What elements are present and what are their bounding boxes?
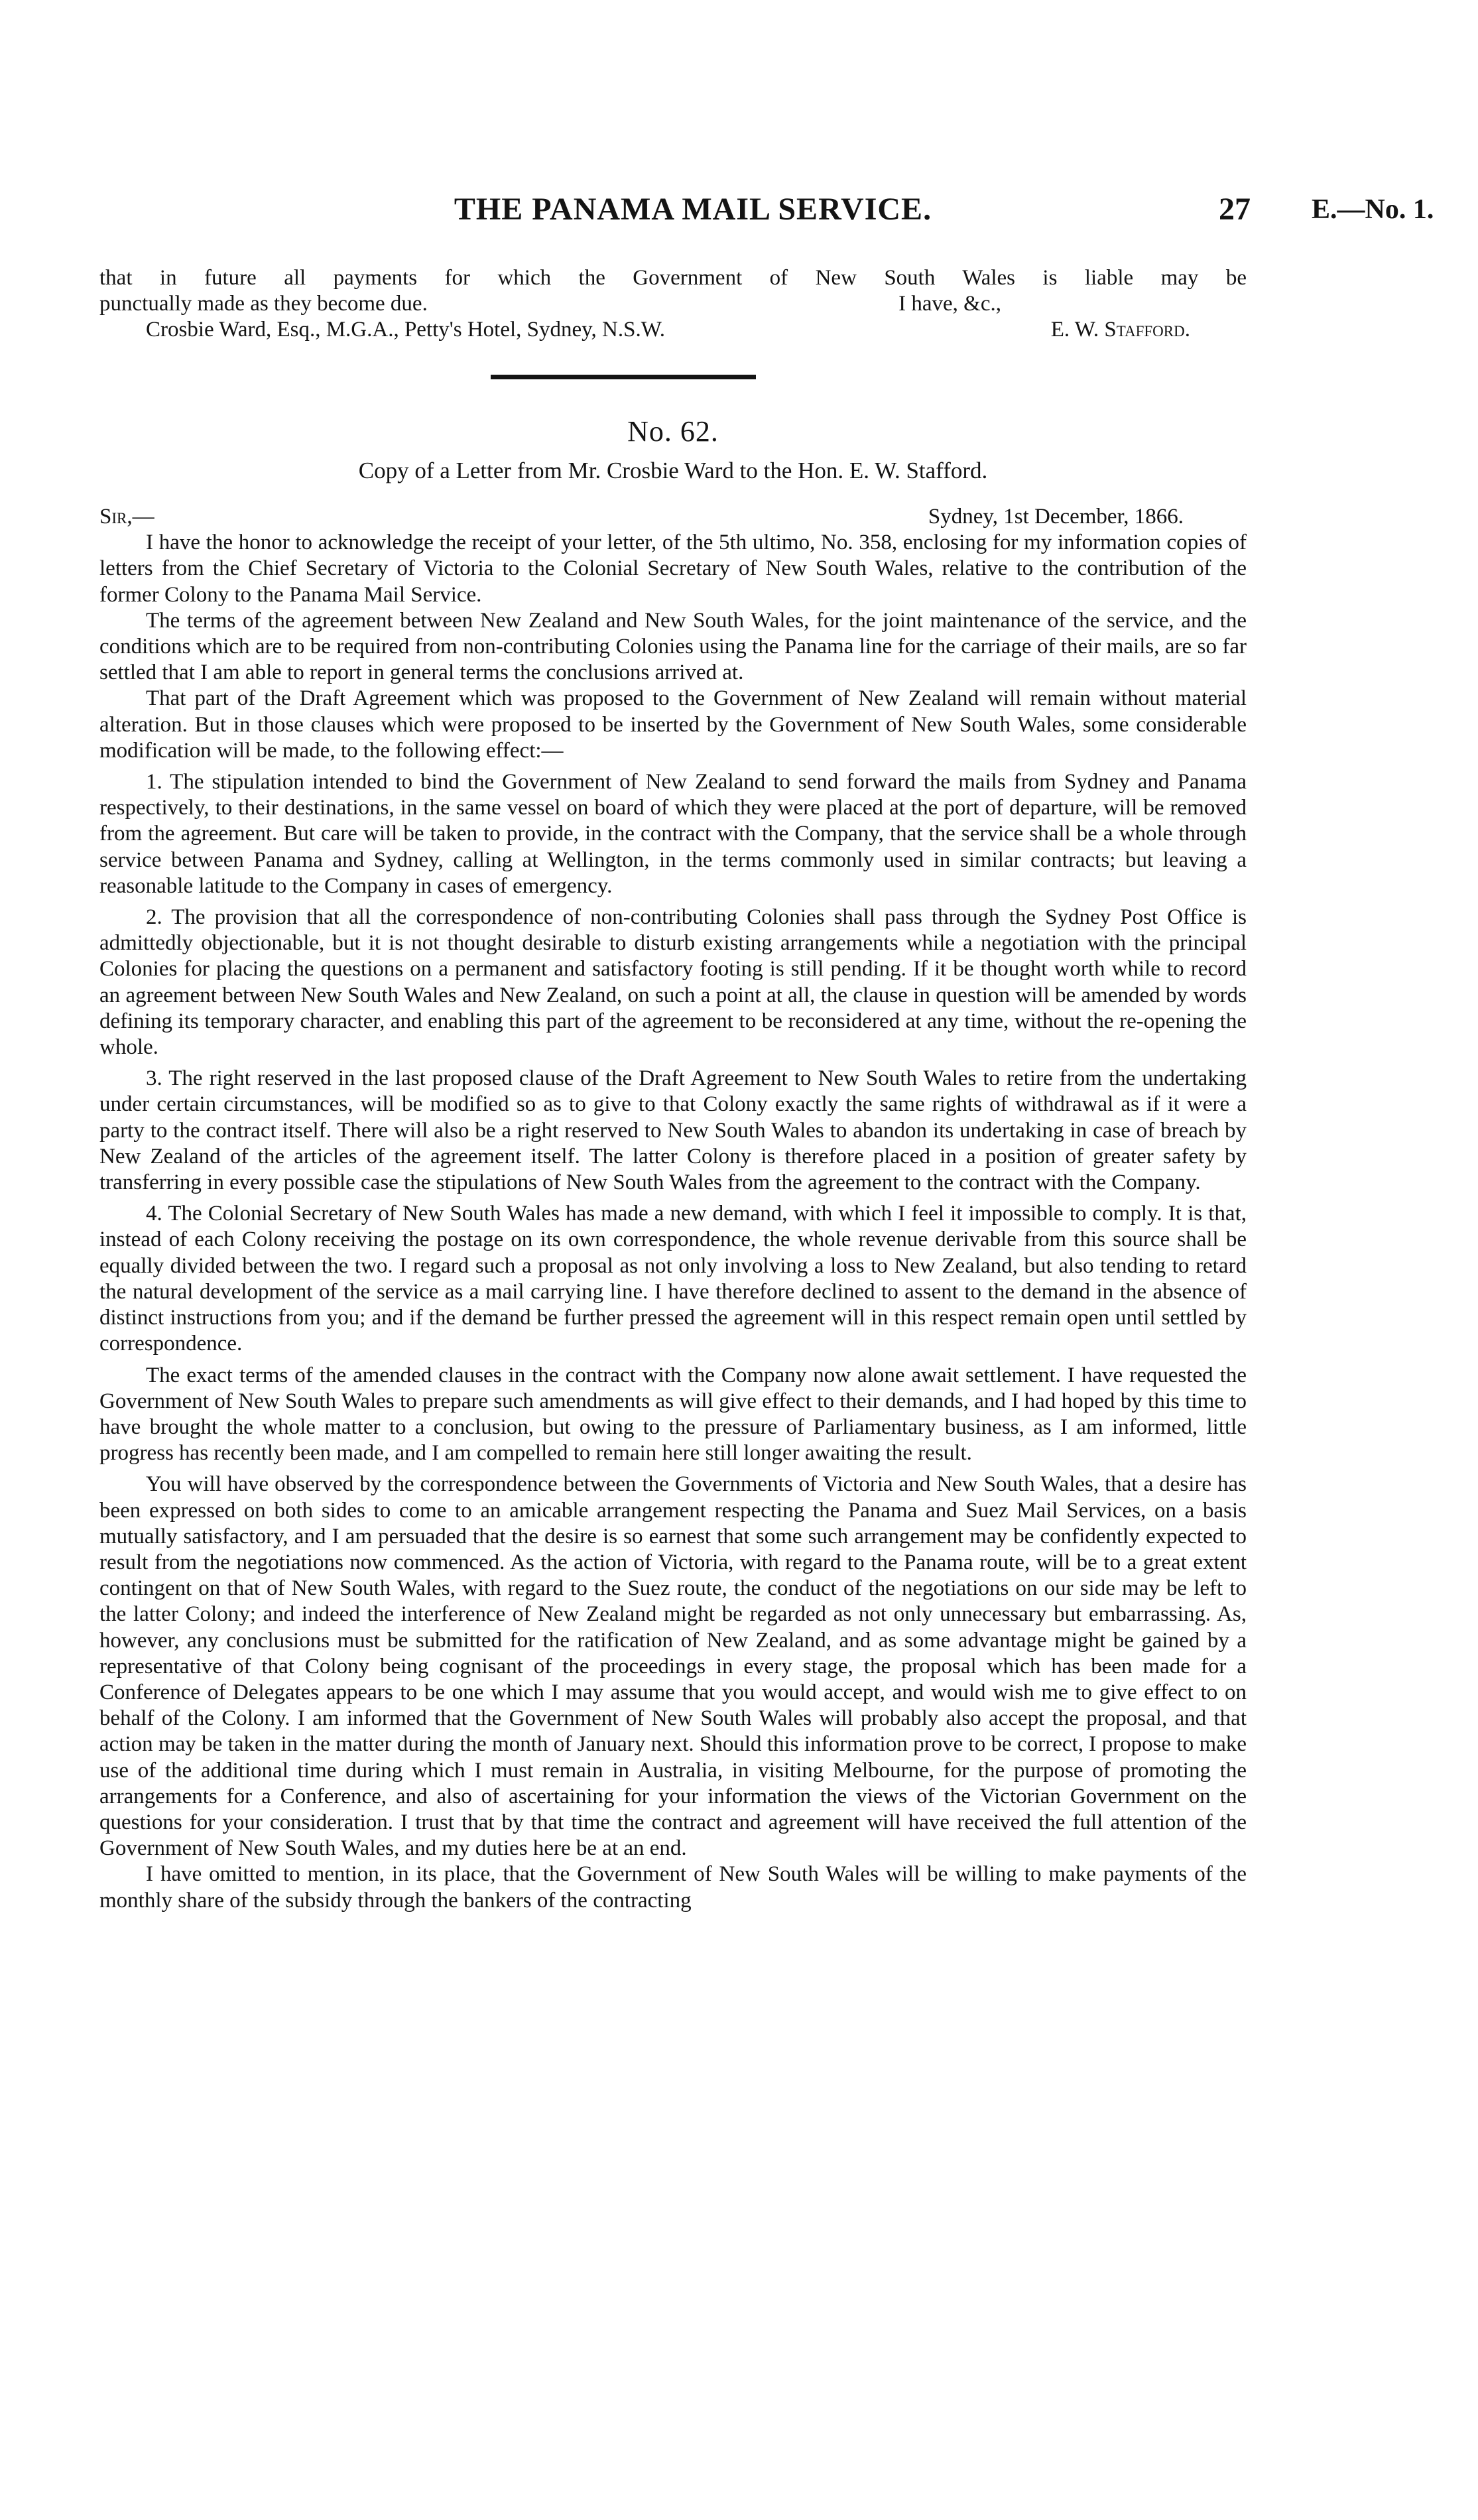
paragraph: 2. The provision that all the correspondence of non-contributing Colonies shall pass through the Sydney Post Office is admittedly objectionable, but it is not thought desirable to disturb existing arrangements while a negotiation with the principal Colonies for placing the questions on a permanent and satisfactory footing is still pending. If it be thought worth while to record an agreement between New South Wales and New Zealand, on such a point at all, the clause in question will be amended by words defining its temporary character, and enabling this part of the agreement to be reconsidered at any time, without the re-opening the whole. (99, 905, 1247, 1060)
previous-letter-line: that in future all payments for which the Government of New South Wales is liable may be (99, 266, 1247, 290)
letter-body (99, 504, 1247, 1914)
running-header-title: THE PANAMA MAIL SERVICE. (454, 192, 932, 227)
paragraph: I have omitted to mention, in its place, that the Government of New South Wales will be willing to make payments of the monthly share of the subsidy through the bankers of the contracting (99, 1862, 1247, 1913)
signature: E. W. Stafford. (1050, 318, 1190, 342)
paragraph: 1. The stipulation intended to bind the Government of New Zealand to send forward the mails from Sydney and Panama respectively, to their destinations, in the same vessel on board of which they were placed at the port of departure, will be removed from the agreement. But care will be taken to provide, in the contract with the Company, that the service shall be a whole through service between Panama and Sydney, calling at Wellington, in the terms commonly used in similar contracts; but leaving a reasonable latitude to the Company in cases of emergency. (99, 770, 1247, 898)
series-code: E.—No. 1. (1312, 194, 1434, 225)
previous-letter-ending (99, 265, 1247, 343)
salutation: Sir,— (99, 505, 154, 529)
closing-formula: I have, &c., (898, 292, 1001, 316)
paragraph: 4. The Colonial Secretary of New South Wales has made a new demand, with which I feel it impossible to comply. It is that, instead of each Colony receiving the postage on its own correspondence, the whole revenue derivable from this source shall be equally divided between the two. I regard such a proposal as not only involving a loss to New Zealand, but also tending to retard the natural development of the service as a mail carrying line. I have therefore declined to assent to the demand in the absence of distinct instructions from you; and if the demand be further pressed the agreement will in this respect remain open until settled by correspondence. (99, 1202, 1247, 1356)
page-number: 27 (1219, 192, 1251, 227)
paragraph: The terms of the agreement between New Zealand and New South Wales, for the joint maintenance of the service, and the conditions which are to be required from non-contributing Colonies using the Panama line for the carriage of their mails, are so far settled that I am able to report in general terms the conclusions arrived at. (99, 608, 1247, 685)
previous-letter-closing-row (99, 291, 1247, 317)
addressee-line: Crosbie Ward, Esq., M.G.A., Petty's Hotel, Sydney, N.S.W. (146, 318, 666, 342)
dateline: Sydney, 1st December, 1866. (928, 505, 1184, 529)
paragraph: You will have observed by the correspondence between the Governments of Victoria and New South Wales, that a desire has been expressed on both sides to come to an amicable arrangement respecting the Panama and Suez Mail Services, on a basis mutually satisfactory, and I am persuaded that the desire is so earnest that some such arrangement may be confidently expected to result from the negotiations now commenced. As the action of Victoria, with regard to the Panama route, will be to a great extent contingent on that of New South Wales, with regard to the Suez route, the conduct of the negotiations on our side may be left to the latter Colony; and indeed the interference of New Zealand might be regarded as not only unnecessary but embarrassing. As, however, any conclusions must be submitted for the ratification of New Zealand, and as some advantage might be gained by a representative of that Colony being cognisant of the proceedings in every stage, the proposal which has been made for a Conference of Delegates appears to be one which I may assume that you would accept, and would wish me to give effect to on behalf of the Colony. I am informed that the Government of New South Wales will probably also accept the proposal, and that action may be taken in the matter during the month of January next. Should this information prove to be correct, I propose to make use of the additional time during which I must remain in Australia, in visiting Melbourne, for the purpose of promoting the arrangements for a Conference, and also of ascertaining for your information the views of the Victorian Government on the questions for your consideration. I trust that by that time the contract and agreement will have received the full attention of the Government of New South Wales, and my duties here be at an end. (99, 1472, 1247, 1861)
previous-letter-address-row (99, 317, 1247, 343)
previous-letter-line: punctually made as they become due. (99, 292, 428, 316)
paragraph: I have the honor to acknowledge the receipt of your letter, of the 5th ultimo, No. 358, enclosing for my information copies of letters from the Chief Secretary of Victoria to the Colonial Secretary of New South Wales, relative to the contribution of the former Colony to the Panama Mail Service. (99, 531, 1247, 607)
letter-title: Copy of a Letter from Mr. Crosbie Ward to the Hon. E. W. Stafford. (358, 458, 988, 483)
paragraph: The exact terms of the amended clauses in the contract with the Company now alone await settlement. I have requested the Government of New South Wales to prepare such amendments as will give effect to their demands, and I had hoped by this time to have brought the whole matter to a conclusion, but owing to the pressure of Parliamentary business, as I am informed, little progress has recently been made, and I am compelled to remain here still longer awaiting the result. (99, 1363, 1247, 1466)
salutation-row (99, 504, 1247, 530)
paragraph: 3. The right reserved in the last proposed clause of the Draft Agreement to New South Wales to retire from the undertaking under certain circumstances, will be modified so as to give to that Colony exactly the same rights of withdrawal as if it were a party to the contract itself. There will also be a right reserved to New South Wales to abandon its undertaking in case of breach by New Zealand of the articles of the agreement itself. The latter Colony is therefore placed in a position of greater safety by transferring in every possible case the stipulations of New South Wales from the agreement to the contract with the Company. (99, 1066, 1247, 1195)
letter-number: No. 62. (627, 415, 719, 448)
paragraph: That part of the Draft Agreement which was proposed to the Government of New Zealand will remain without material alteration. But in those clauses which were proposed to be inserted by the Government of New South Wales, some considerable modification will be made, to the following effect:— (99, 686, 1247, 763)
section-divider (491, 375, 756, 379)
